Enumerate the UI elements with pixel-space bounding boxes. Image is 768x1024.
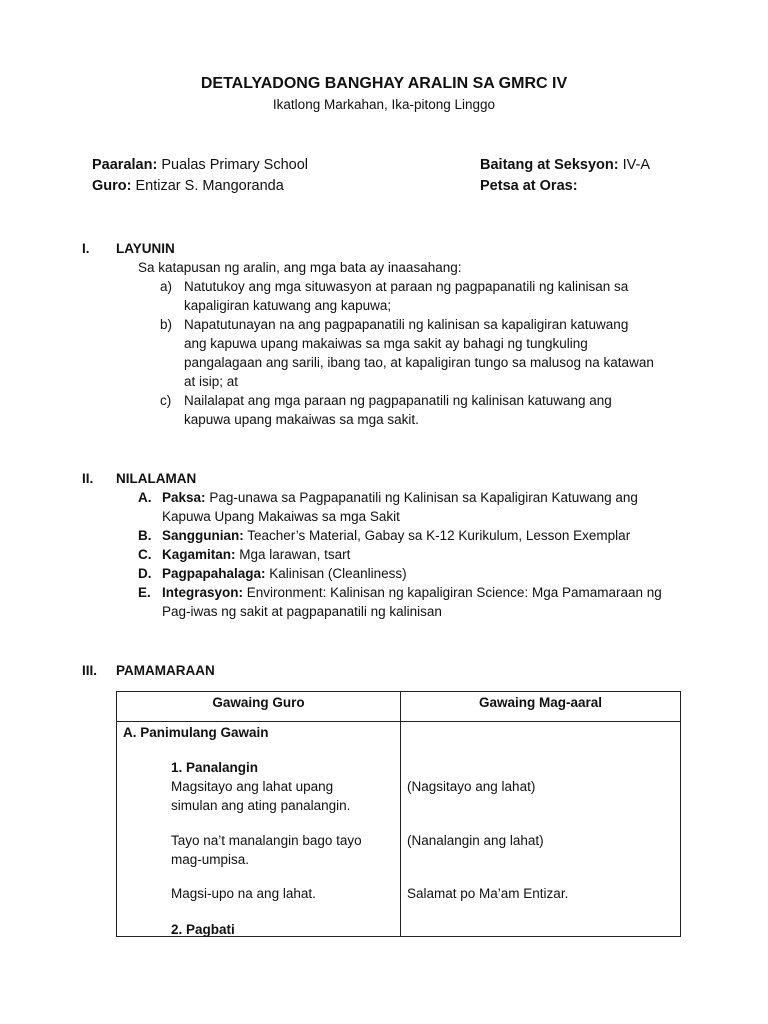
objective-line: kapuwa upang makaiwas sa mga sakit. (184, 412, 419, 427)
section3-number: III. (82, 663, 98, 678)
col-header-mag-aaral: Gawaing Mag-aaral (401, 692, 681, 722)
objective-line: Napatutunayan na ang pagpapanatili ng kalinisan sa kapaligiran katuwang (184, 317, 629, 332)
baitang-value: IV-A (622, 157, 651, 173)
content-line: Teacher’s Material, Gabay sa K-12 Kurikulum, Lesson Exemplar (247, 528, 631, 543)
petsa-line (480, 177, 578, 196)
guro-line: simulan ang ating panalangin. (171, 798, 351, 813)
mag-aaral-cell (401, 722, 681, 937)
paaralan-line (92, 156, 308, 175)
objective-item (138, 315, 698, 391)
objective-label: c) (160, 393, 172, 408)
section2-number: II. (82, 471, 94, 486)
objective-item (138, 391, 698, 429)
section2-title: NILALAMAN (116, 471, 197, 486)
section1-intro: Sa katapusan ng aralin, ang mga bata ay inaasahang: (138, 260, 462, 275)
content-key: Sanggunian: (162, 528, 244, 543)
section1-number: I. (82, 241, 90, 256)
objective-line: Nailalapat ang mga paraan ng pagpapanatili ng kalinisan katuwang ang (184, 393, 612, 408)
guro-line: mag-umpisa. (171, 852, 250, 867)
content-key: Paksa: (162, 490, 206, 505)
content-line: Environment: Kalinisan ng kapaligiran Science: Mga Pamamaraan ng (246, 585, 662, 600)
paaralan-label: Paaralan: (92, 157, 158, 173)
content-item (138, 488, 698, 526)
sub-heading-panimula: A. Panimulang Gawain (123, 725, 269, 740)
content-item (138, 583, 698, 621)
objective-line: kapaligiran katuwang ang kapuwa; (184, 298, 392, 313)
objective-item (138, 277, 698, 315)
content-item (138, 545, 698, 564)
guro-line: Magsitayo ang lahat upang (171, 779, 334, 794)
objective-line: pangalagaan ang sarili, ibang tao, at kapaligiran tungo sa malusog na katawan (184, 355, 654, 370)
content-line: Mga larawan, tsart (239, 547, 351, 562)
objective-line: at isip; at (184, 374, 239, 389)
objective-line: Natutukoy ang mga situwasyon at paraan ng pagpapanatili ng kalinisan sa (184, 279, 629, 294)
document-subtitle: Ikatlong Markahan, Ika-pitong Linggo (272, 97, 496, 112)
objective-label: b) (160, 317, 173, 332)
objective-line: ang kapuwa upang makaiwas sa mga sakit ay bahagi ng tungkuling (184, 336, 588, 351)
guro-value: Entizar S. Mangoranda (135, 178, 284, 194)
guro-text (171, 831, 362, 869)
paaralan-value: Pualas Primary School (161, 157, 308, 173)
content-key: Pagpapahalaga: (162, 566, 266, 581)
baitang-line (480, 156, 650, 175)
baitang-label: Baitang at Seksyon: (480, 157, 619, 173)
content-line: Pag-iwas ng sakit at pagpapanatili ng kalinisan (162, 604, 442, 619)
guro-line (92, 177, 284, 196)
mag-aaral-line: (Nanalangin ang lahat) (407, 833, 544, 848)
content-key: Integrasyon: (162, 585, 244, 600)
section1-title: LAYUNIN (116, 241, 175, 256)
guro-cell (117, 722, 401, 937)
section3-title: PAMAMARAAN (116, 663, 215, 678)
sub-heading-panalangin: 1. Panalangin (171, 760, 259, 775)
mag-aaral-line: Salamat po Ma’am Entizar. (407, 886, 569, 901)
guro-text (171, 777, 350, 815)
content-label: A. (138, 490, 152, 505)
guro-line: Tayo na’t manalangin bago tayo (171, 833, 362, 848)
content-label: E. (138, 585, 151, 600)
col-header-guro: Gawaing Guro (117, 692, 401, 722)
content-label: B. (138, 528, 152, 543)
content-line: Kalinisan (Cleanliness) (269, 566, 407, 581)
table-row (117, 722, 681, 937)
content-label: D. (138, 566, 152, 581)
mag-aaral-line: (Nagsitayo ang lahat) (407, 779, 536, 794)
sub-heading-pagbati: 2. Pagbati (171, 922, 235, 937)
content-label: C. (138, 547, 152, 562)
guro-label: Guro: (92, 178, 132, 194)
section1-body (138, 258, 698, 429)
section2-body (138, 488, 698, 621)
content-line: Kapuwa Upang Makaiwas sa mga Sakit (162, 509, 400, 524)
content-item (138, 526, 698, 545)
objective-label: a) (160, 279, 173, 294)
petsa-label: Petsa at Oras: (480, 178, 578, 194)
table-header-row (117, 692, 681, 722)
procedure-table (116, 691, 681, 937)
content-line: Pag-unawa sa Pagpapanatili ng Kalinisan sa Kapaligiran Katuwang ang (209, 490, 638, 505)
content-item (138, 564, 698, 583)
document-title: DETALYADONG BANGHAY ARALIN SA GMRC IV (200, 75, 568, 92)
content-key: Kagamitan: (162, 547, 236, 562)
guro-line: Magsi-upo na ang lahat. (171, 886, 316, 901)
